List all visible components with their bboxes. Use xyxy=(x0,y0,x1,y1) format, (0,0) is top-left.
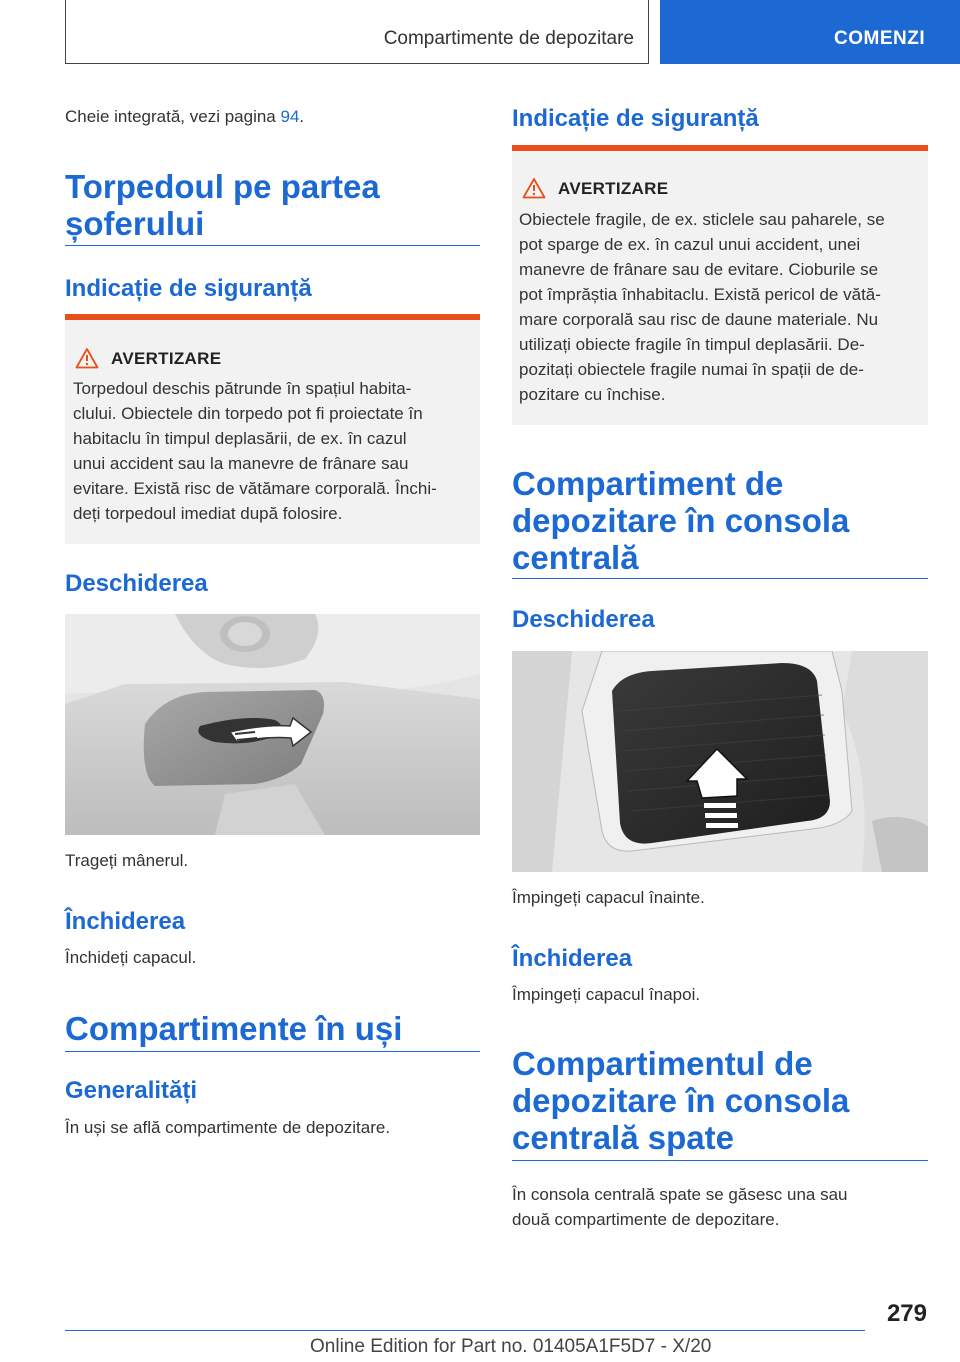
caption-open-right: Împingeți capacul înainte. xyxy=(512,888,705,907)
warning-triangle-icon xyxy=(75,347,99,369)
chapter-title: Compartimente de depozitare xyxy=(383,28,634,49)
heading-rear-console: Compartimentul de depozitare în consola centrală spate xyxy=(512,1045,850,1156)
warning-box-left xyxy=(65,314,480,544)
heading-glovebox: Torpedoul pe partea șoferului xyxy=(65,168,380,242)
heading-safety-right: Indicație de siguranță xyxy=(512,105,759,132)
footer-rule xyxy=(65,1330,865,1331)
heading-center-console: Compartiment de depozitare în consola centrală xyxy=(512,465,850,576)
page-number: 279 xyxy=(886,1300,927,1327)
heading-rule xyxy=(512,578,928,579)
intro-paragraph: Cheie integrată, vezi pagina 94. xyxy=(65,107,305,126)
glovebox-photo xyxy=(65,614,480,835)
text-general: În uși se află compartimente de depozitare. xyxy=(65,1118,391,1137)
heading-general: Generalități xyxy=(65,1077,198,1104)
warning-text: Torpedoul deschis pătrunde în spațiul habita- clului. Obiectele din torpedo pot fi proiectate în habitaclu în timpul deplasării, de ex. în cazul unui accident sau la manevre de frânare sau evitare. Există risc de vătămare corporală. Închi- deți torpedoul imediat după folosire. xyxy=(73,379,437,523)
text-closing-right: Împingeți capacul înapoi. xyxy=(512,985,701,1004)
heading-opening-right: Deschiderea xyxy=(512,606,655,633)
caption-open-left: Trageți mânerul. xyxy=(65,851,189,870)
heading-opening-left: Deschiderea xyxy=(65,570,208,597)
section-tab[interactable] xyxy=(660,0,960,64)
chapter-tab xyxy=(65,0,649,64)
text-closing-left: Închideți capacul. xyxy=(65,948,197,967)
warning-box-right xyxy=(512,145,928,425)
heading-doors: Compartimente în uși xyxy=(65,1010,403,1047)
warning-text: Obiectele fragile, de ex. sticlele sau paharele, se pot sparge de ex. în cazul unui accident, unei manevre de frânare sau de evitare. Cioburile se pot împrăștia înhabitaclu. Există pericol de vătă- mare corporală sau risc de daune materiale. Nu utilizați obiecte fragile în timpul deplasării. De- pozitați obiectele fragile numai în spații de de- pozitare cu închise. xyxy=(519,210,885,404)
heading-rule xyxy=(512,1160,928,1161)
console-photo xyxy=(512,651,928,872)
heading-rule xyxy=(65,245,480,246)
section-label: COMENZI xyxy=(834,28,926,49)
heading-closing-right: Închiderea xyxy=(512,945,633,972)
warning-label: AVERTIZARE xyxy=(558,179,669,198)
heading-rule xyxy=(65,1051,480,1052)
text-rear-console: În consola centrală spate se găsesc una sau două compartimente de depozitare. xyxy=(512,1185,848,1229)
heading-safety-left: Indicație de siguranță xyxy=(65,275,312,302)
heading-closing-left: Închiderea xyxy=(65,908,186,935)
warning-label: AVERTIZARE xyxy=(111,349,222,368)
page-link[interactable]: 94 xyxy=(280,107,300,126)
warning-triangle-icon xyxy=(522,177,546,199)
footer-edition: Online Edition for Part no. 01405A1F5D7 - X/20 xyxy=(310,1336,712,1357)
